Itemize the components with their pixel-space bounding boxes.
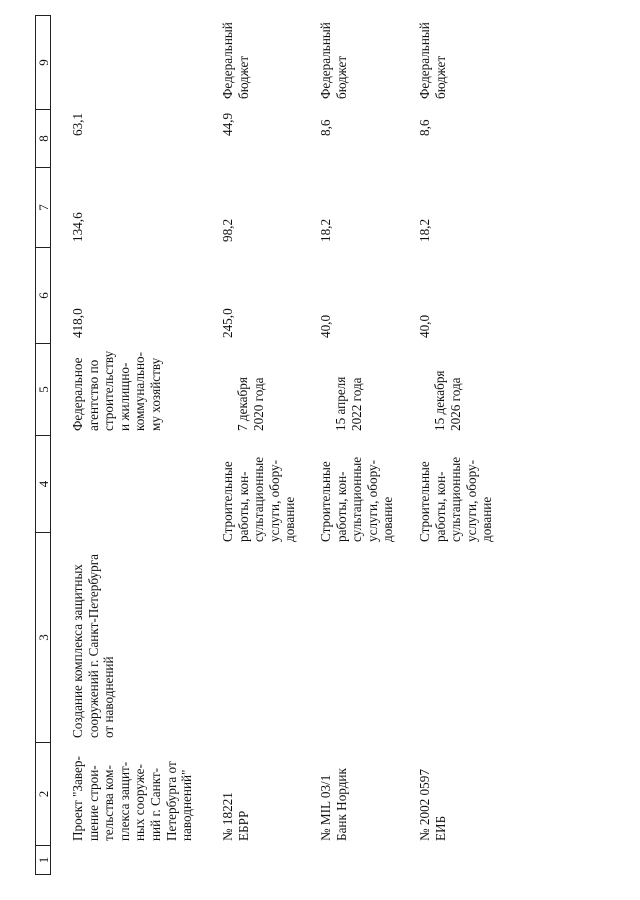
row2-col2: № 18221 ЕБРР (220, 792, 251, 841)
row1-col6: 418,0 (70, 308, 85, 338)
row2-col6: 245,0 (220, 308, 235, 338)
row1-col2: Проект "Завер- шение строи- тельства ком- плекса защит- ных сооруже- ний г. Санкт- Петербурга от наводнений" (70, 756, 195, 841)
header-col-2: 2 (35, 742, 51, 845)
row2-col4: Строительные работы, кон- сультационные услуги, обору- дование (220, 456, 298, 542)
row3-col2: № МIL 03/1 Банк Нордик (318, 768, 349, 841)
row3-col7: 18,2 (318, 218, 333, 242)
row1-col7: 134,6 (70, 212, 85, 242)
header-col-4: 4 (35, 435, 51, 532)
row3-col6: 40,0 (318, 314, 333, 338)
header-col-8: 8 (35, 109, 51, 167)
row1-col3: Создание комплекса защитных сооружений г. Санкт-Петербурга от наводнений (70, 554, 117, 738)
row3-col9: Федеральный бюджет (318, 22, 349, 99)
row4-col9: Федеральный бюджет (417, 22, 448, 99)
row2-col5: 7 декабря 2020 года (235, 377, 266, 431)
row1-col8: 63,1 (70, 112, 85, 136)
row3-col4: Строительные работы, кон- сультационные услуги, обору- дование (318, 456, 396, 542)
row4-col5: 15 декабря 2026 года (432, 370, 463, 431)
row1-col5: Федеральное агентство по строительству и жилищно- коммунально- му хозяйству (70, 350, 163, 431)
header-col-3: 3 (35, 532, 51, 742)
header-col-9: 9 (35, 15, 51, 109)
row4-col7: 18,2 (417, 218, 432, 242)
row4-col8: 8,6 (417, 119, 432, 136)
row3-col8: 8,6 (318, 119, 333, 136)
row2-col9: Федеральный бюджет (220, 22, 251, 99)
row4-col4: Строительные работы, кон- сультационные услуги, обору- дование (417, 456, 495, 542)
header-col-5: 5 (35, 343, 51, 435)
row3-col5: 15 апреля 2022 года (333, 376, 364, 431)
header-col-6: 6 (35, 247, 51, 343)
row2-col7: 98,2 (220, 218, 235, 242)
row4-col2: № 2002 0597 ЕИБ (417, 769, 448, 841)
row2-col8: 44,9 (220, 112, 235, 136)
header-col-7: 7 (35, 167, 51, 247)
row4-col6: 40,0 (417, 314, 432, 338)
header-col-1: 1 (35, 845, 51, 875)
rotated-table (35, 15, 495, 875)
